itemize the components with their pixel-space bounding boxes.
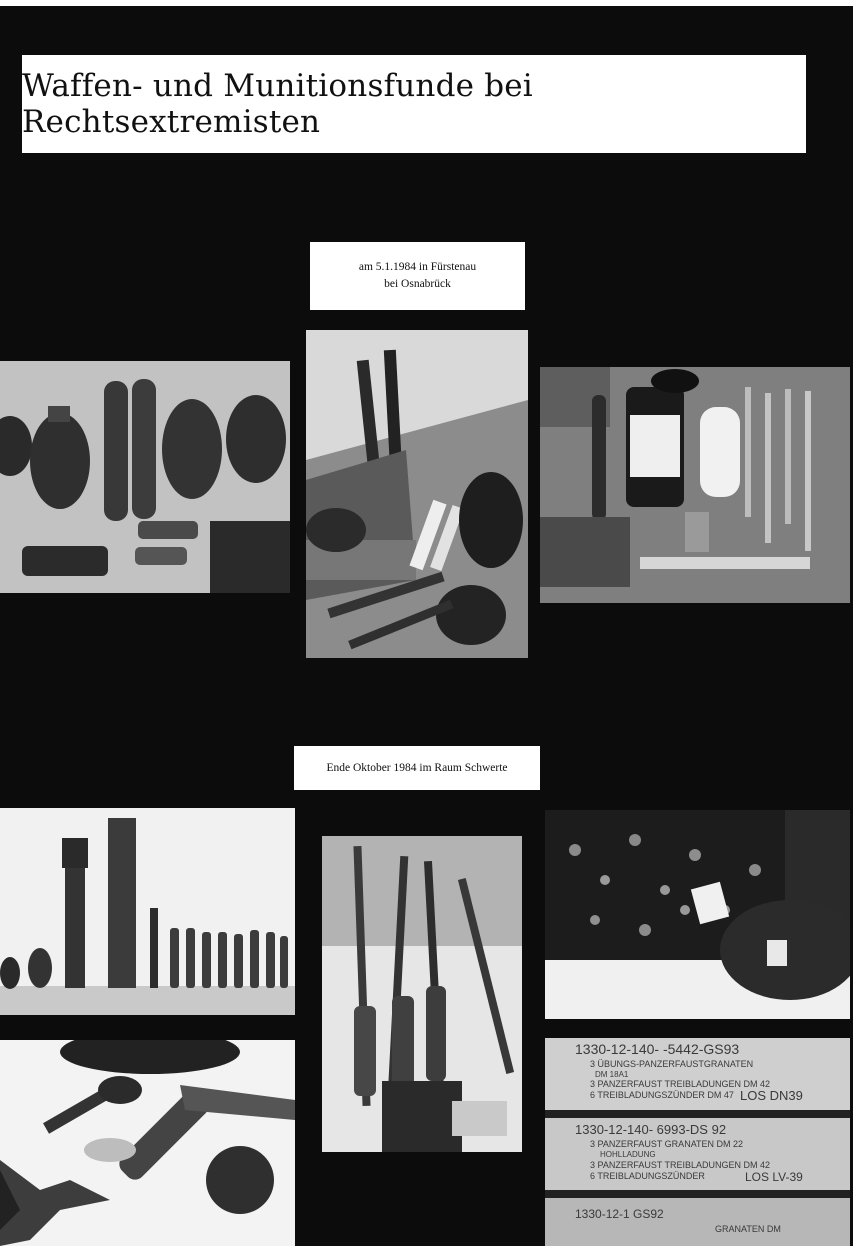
caption-fuerstenau	[310, 242, 525, 310]
caption-schwerte	[294, 746, 540, 790]
crate-marking-2: 1330-12-140- 6993-DS 92	[575, 1122, 727, 1137]
crate-marking-1: 1330-12-140- -5442-GS93	[575, 1041, 740, 1057]
crate-marking-1e: 6 TREIBLADUNGSZÜNDER DM 47	[590, 1090, 734, 1100]
photo-cartridges	[0, 808, 295, 1015]
photo-rifles	[322, 836, 522, 1152]
caption-fuerstenau-line1: am 5.1.1984 in Fürstenau	[358, 261, 477, 273]
crate-marking-2d: 3 PANZERFAUST TREIBLADUNGEN DM 42	[590, 1160, 771, 1170]
title-box	[22, 55, 806, 153]
photo-smoke-canisters	[540, 367, 850, 603]
photo-eagle-insignia	[0, 1040, 295, 1246]
crate-marking-1f: LOS DN39	[740, 1088, 803, 1103]
crate-marking-2f: LOS LV-39	[745, 1170, 803, 1184]
photo-helmet-flag	[545, 810, 850, 1019]
crate-marking-2c: HOHLLADUNG	[600, 1150, 656, 1159]
photo-crates	[545, 1038, 850, 1246]
photo-bayonets-crate	[306, 330, 528, 658]
crate-marking-1d: 3 PANZERFAUST TREIBLADUNGEN DM 42	[590, 1079, 771, 1089]
crate-marking-2b: 3 PANZERFAUST GRANATEN DM 22	[590, 1139, 744, 1149]
crate-marking-1c: DM 18A1	[595, 1070, 629, 1079]
caption-schwerte-text: Ende Oktober 1984 im Raum Schwerte	[326, 761, 508, 774]
page-title: Waffen- und Munitionsfunde bei Rechtsextremisten	[22, 68, 533, 140]
photo-hand-grenades	[0, 361, 290, 593]
caption-fuerstenau-line2: bei Osnabrück	[384, 278, 451, 290]
crate-marking-3b: GRANATEN DM	[715, 1224, 781, 1234]
crate-marking-1b: 3 ÜBUNGS-PANZERFAUSTGRANATEN	[590, 1059, 754, 1069]
crate-marking-3: 1330-12-1 GS92	[575, 1207, 664, 1221]
crate-marking-2e: 6 TREIBLADUNGSZÜNDER	[590, 1171, 705, 1181]
